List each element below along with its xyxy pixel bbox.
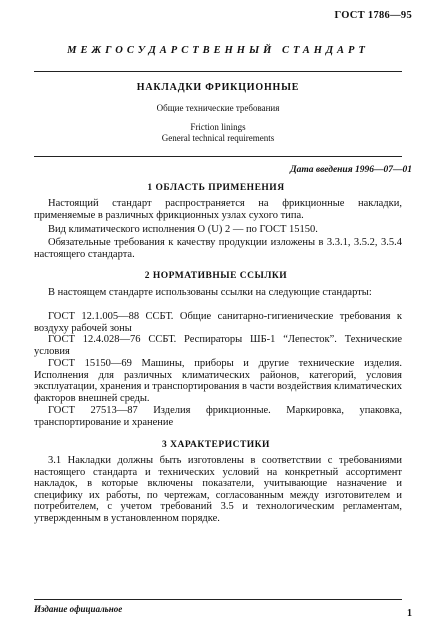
section-2-paragraph: В настоящем стандарте использованы ссылки на следующие стандарты: — [48, 287, 372, 298]
section-1-paragraph: Вид климатического исполнения О (U) 2 — по ГОСТ 15150. — [48, 224, 318, 235]
section-3-heading: 3 ХАРАКТЕРИСТИКИ — [162, 440, 270, 450]
page-number: 1 — [407, 608, 412, 619]
english-subtitle: General technical requirements — [161, 133, 275, 143]
interstate-standard-label: МЕЖГОСУДАРСТВЕННЫЙ СТАНДАРТ — [67, 45, 369, 56]
edition-label: Издание официальное — [34, 604, 123, 614]
reference-item: ГОСТ 15150—69 Машины, приборы и другие технические изделия. Исполнения для различных климатических районов, категорий, условия эксплуатации, хранения и транспортирования в части воздействия климатических факторов внешней среды. — [34, 358, 402, 404]
footer-divider — [34, 599, 402, 600]
section-1-heading: 1 ОБЛАСТЬ ПРИМЕНЕНИЯ — [147, 183, 285, 193]
section-3-paragraph: 3.1 Накладки должны быть изготовлены в соответствии с требованиями настоящего стандарта и технических условий на конкретный ассортимент накладок, в которые включены показатели, учитывающие назначение и специфику их работы, по чертежам, согласованным между изготовителем и потребителем, с учетом требований 3.5 и технологическим регламентам, утвержденным в установленном порядке. — [34, 455, 402, 524]
reference-item: ГОСТ 27513—87 Изделия фрикционные. Маркировка, упаковка, транспортирование и хранение — [34, 405, 402, 428]
introduction-date: Дата введения 1996—07—01 — [290, 165, 412, 175]
section-1-paragraph: Обязательные требования к качеству продукции изложены в 3.3.1, 3.5.2, 3.5.4 настоящего стандарта. — [34, 237, 402, 260]
reference-item: ГОСТ 12.1.005—88 ССБТ. Общие санитарно-гигиенические требования к воздуху рабочей зоны — [34, 311, 402, 334]
document-subtitle: Общие технические требования — [156, 103, 280, 113]
title-divider — [34, 156, 402, 157]
reference-item: ГОСТ 12.4.028—76 ССБТ. Респираторы ШБ-1 “Лепесток”. Технические условия — [34, 334, 402, 357]
gost-number: ГОСТ 1786—95 — [334, 10, 412, 21]
section-2-heading: 2 НОРМАТИВНЫЕ ССЫЛКИ — [144, 271, 288, 281]
section-1-paragraph: Настоящий стандарт распространяется на фрикционные накладки, применяемые в различных фрикционных узлах сухого типа. — [34, 198, 402, 221]
top-divider — [34, 71, 402, 72]
document-title: НАКЛАДКИ ФРИКЦИОННЫЕ — [136, 82, 300, 93]
english-title: Friction linings — [190, 122, 246, 132]
